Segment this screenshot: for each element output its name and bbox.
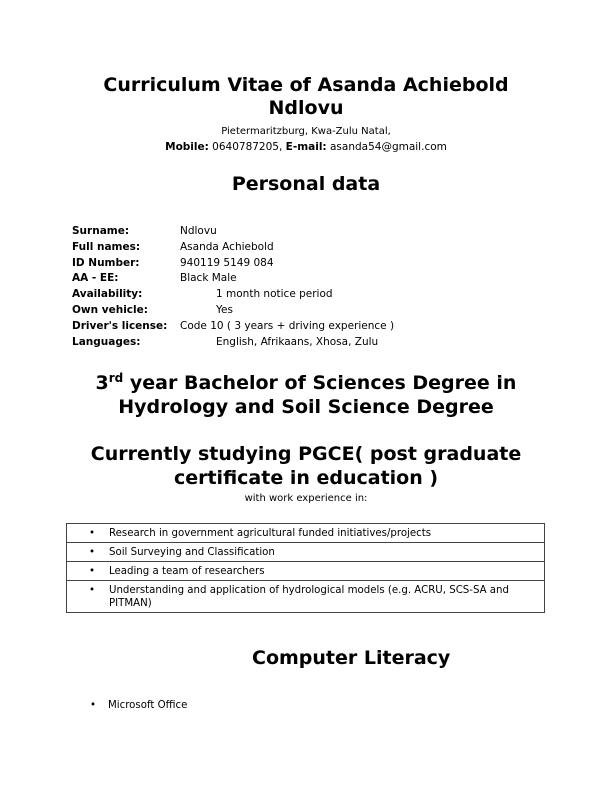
computer-literacy-heading: Computer Literacy <box>252 647 451 669</box>
study-line-1: Currently studying PGCE( post graduate <box>90 443 522 465</box>
experience-item <box>67 543 545 562</box>
experience-item-text: Soil Surveying and Classification <box>109 547 275 558</box>
personal-data-heading: Personal data <box>231 173 381 195</box>
contact-line <box>0 140 612 154</box>
experience-item <box>67 581 545 613</box>
software-list <box>90 699 187 713</box>
experience-item-text: Leading a team of researchers <box>109 566 265 577</box>
experience-table <box>66 523 545 613</box>
personal-value: Ndlovu <box>180 225 217 237</box>
bullet-icon: • <box>89 547 96 558</box>
address-line: Pietermaritzburg, Kwa-Zulu Natal, <box>221 126 391 137</box>
bullet-icon: • <box>89 566 96 577</box>
experience-item-text: Understanding and application of hydrological models (e.g. ACRU, SCS-SA and PITMAN) <box>109 585 509 609</box>
personal-label: ID Number: <box>72 256 140 269</box>
table-row <box>67 543 545 562</box>
bullet-icon: • <box>89 528 96 539</box>
mobile-value: 0640787205, <box>212 141 283 153</box>
bullet-icon: • <box>89 585 96 596</box>
cv-title <box>0 74 612 120</box>
degree-line-2: Hydrology and Soil Science Degree <box>118 396 494 418</box>
table-row <box>67 524 545 543</box>
mobile-label: Mobile: <box>165 141 209 153</box>
email-value: asanda54@gmail.com <box>329 141 447 153</box>
personal-value: 940119 5149 084 <box>180 256 274 269</box>
personal-value: English, Afrikaans, Xhosa, Zulu <box>216 335 379 348</box>
degree-line-1 <box>0 366 612 395</box>
personal-label: AA - EE: <box>72 272 119 285</box>
personal-value: Asanda Achiebold <box>180 240 274 253</box>
software-item-text: Microsoft Office <box>108 700 188 711</box>
study-line-2: certificate in education ) <box>173 467 439 489</box>
experience-item-text: Research in government agricultural funded initiatives/projects <box>109 528 432 539</box>
personal-label: Own vehicle: <box>72 303 148 316</box>
personal-label: Full names: <box>72 240 141 253</box>
personal-value: Yes <box>216 303 233 316</box>
experience-item <box>67 524 545 543</box>
bullet-icon: • <box>90 700 97 711</box>
cv-title-text: Curriculum Vitae of Asanda Achiebold Ndlovu <box>103 74 509 119</box>
personal-value: 1 month notice period <box>216 288 333 301</box>
experience-item <box>67 562 545 581</box>
personal-label: Languages: <box>72 335 141 348</box>
personal-label: Surname: <box>72 225 130 237</box>
table-row <box>67 581 545 613</box>
personal-label: Driver's license: <box>72 319 168 332</box>
personal-value: Code 10 ( 3 years + driving experience ) <box>180 319 395 332</box>
personal-value: Black Male <box>180 272 237 285</box>
degree-heading <box>0 366 612 419</box>
table-row <box>67 562 545 581</box>
work-experience-subtitle: with work experience in: <box>244 493 368 504</box>
degree-line-1-text: year Bachelor of Sciences Degree in <box>129 372 517 394</box>
study-heading <box>0 442 612 490</box>
degree-ordinal-number: 3 <box>95 372 109 394</box>
list-item <box>90 699 187 713</box>
email-label: E-mail: <box>285 141 327 153</box>
personal-label: Availability: <box>72 288 143 301</box>
degree-ordinal-suffix: rd <box>108 371 124 385</box>
